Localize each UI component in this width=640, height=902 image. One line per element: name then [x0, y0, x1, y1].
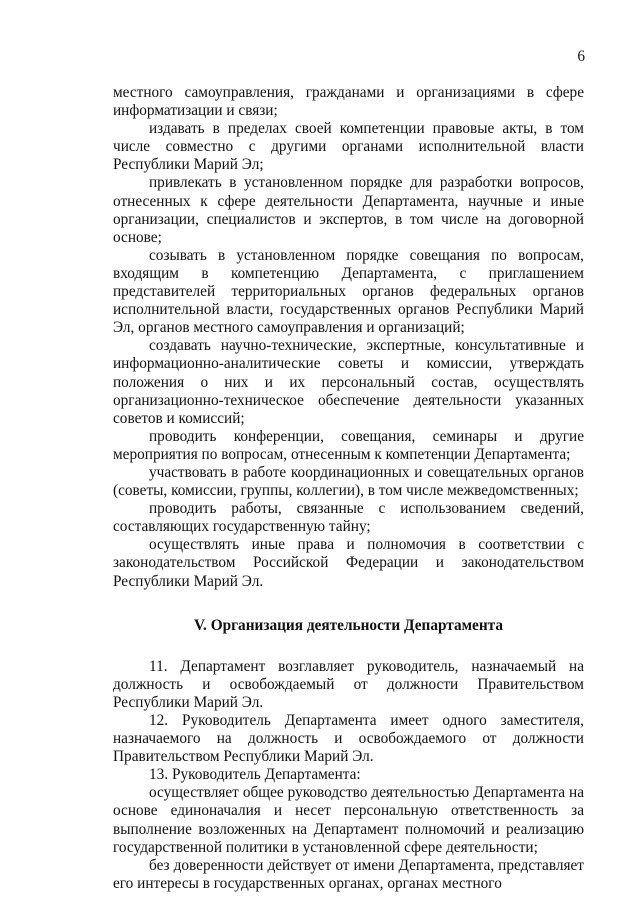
paragraph: 13. Руководитель Департамента:	[149, 766, 361, 784]
paragraph: 11. Департамент возглавляет руководитель, назначаемый на должность и освобождаемый от должности Правительством Республики Марий Эл.	[113, 657, 584, 711]
paragraph: местного самоуправления, гражданами и организациями в сфере информатизации и связи;	[113, 84, 584, 120]
document-body	[113, 84, 584, 893]
paragraph: привлекать в установленном порядке для разработки вопросов, отнесенных к сфере деятельности Департамента, научные и иные организации, специалистов и экспертов, в том числе на договорной основе;	[113, 174, 584, 246]
paragraph: осуществляет общее руководство деятельностью Департамента на основе единоначалия и несет персональную ответственность за выполнение возложенных на Департамент полномочий и реализацию государственной политики в установленной сфере деятельности;	[113, 784, 584, 856]
paragraph: участвовать в работе координационных и совещательных органов (советы, комиссии, группы, коллегии), в том числе межведомственных;	[113, 463, 584, 500]
paragraph: осуществлять иные права и полномочия в соответствии с законодательством Российской Федерации и законодательством Республики Марий Эл.	[113, 536, 584, 590]
page-number: 6	[577, 48, 585, 65]
paragraph: создавать научно-технические, экспертные, консультативные и информационно-аналитические советы и комиссии, утверждать положения о них и их персональный состав, осуществлять организационно-техническое обеспечение деятельности указанных советов и комиссий;	[113, 337, 584, 427]
section-heading: V. Организация деятельности Департамента	[193, 616, 504, 634]
paragraphs-after-heading	[113, 658, 584, 893]
paragraph: 12. Руководитель Департамента имеет одного заместителя, назначаемого на должность и освобождаемого от должности Правительством Республики Марий Эл.	[113, 712, 584, 766]
paragraphs-before-heading	[113, 84, 584, 591]
paragraph: проводить конференции, совещания, семинары и другие мероприятия по вопросам, отнесенным к компетенции Департамента;	[113, 427, 584, 463]
paragraph: созывать в установленном порядке совещания по вопросам, входящим в компетенцию Департамента, с приглашением представителей территориальных органов федеральных органов исполнительной власти, государственных органов Республики Марий Эл, органов местного самоуправления и организаций;	[113, 246, 584, 337]
paragraph: без доверенности действует от имени Департамента, представляет его интересы в государственных органах, органах местного	[113, 856, 584, 892]
paragraph: проводить работы, связанные с использованием сведений, составляющих государственную тайну;	[113, 500, 584, 536]
paragraph: издавать в пределах своей компетенции правовые акты, в том числе совместно с другими органами исполнительной власти Республики Марий Эл;	[113, 120, 584, 174]
